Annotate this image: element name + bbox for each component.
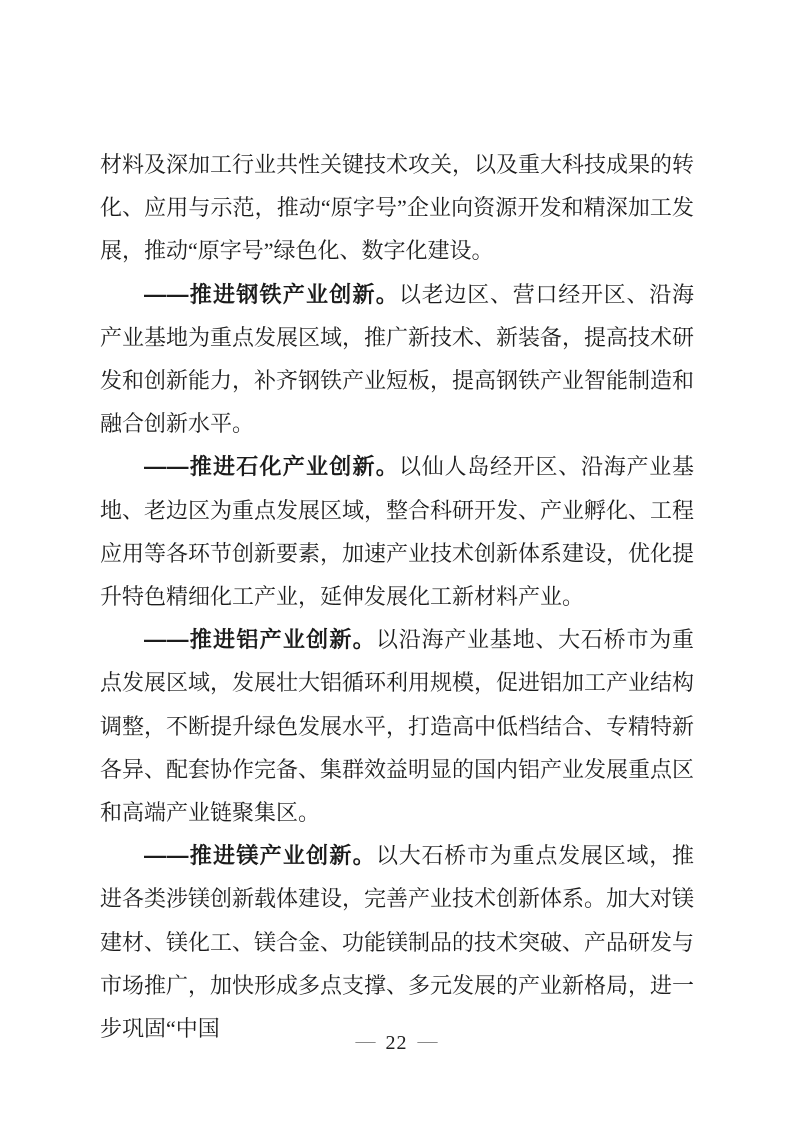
page-footer xyxy=(0,1030,793,1056)
paragraph-petrochemical-industry xyxy=(100,445,694,618)
footer-right-dash: — xyxy=(417,1030,438,1052)
paragraph-lead: ——推进石化产业创新。 xyxy=(144,454,399,480)
document-body xyxy=(100,143,694,1050)
paragraph-text: 以大石桥市为重点发展区域，推进各类涉镁创新载体建设，完善产业技术创新体系。加大对镁建材、镁化工、镁合金、功能镁制品的技术突破、产品研发与市场推广，加快形成多点支撑、多元发展的产业新格局，进一步巩固“中国 xyxy=(100,843,695,1042)
paragraph-lead: ——推进镁产业创新。 xyxy=(144,843,376,869)
page-number: 22 xyxy=(385,1032,408,1054)
paragraph-steel-industry xyxy=(100,273,694,446)
paragraph-text: 以沿海产业基地、大石桥市为重点发展区域，发展壮大铝循环利用规模，促进铝加工产业结构调整，不断提升绿色发展水平，打造高中低档结合、专精特新各异、配套协作完备、集群效益明显的国内铝产业发展重点区和高端产业链聚集区。 xyxy=(100,627,695,826)
footer-left-dash: — xyxy=(355,1030,376,1052)
paragraph-text: 以仙人岛经开区、沿海产业基地、老边区为重点发展区域，整合科研开发、产业孵化、工程应用等各环节创新要素，加速产业技术创新体系建设，优化提升特色精细化工产业，延伸发展化工新材料产业。 xyxy=(100,454,695,610)
paragraph-text: 材料及深加工行业共性关键技术攻关，以及重大科技成果的转化、应用与示范，推动“原字号”企业向资源开发和精深加工发展，推动“原字号”绿色化、数字化建设。 xyxy=(100,152,695,264)
paragraph-lead: ——推进钢铁产业创新。 xyxy=(144,281,399,307)
paragraph-aluminum-industry xyxy=(100,618,694,834)
paragraph-text: 以老边区、营口经开区、沿海产业基地为重点发展区域，推广新技术、新装备，提高技术研发和创新能力，补齐钢铁产业短板，提高钢铁产业智能制造和融合创新水平。 xyxy=(100,281,695,437)
paragraph-magnesium-industry xyxy=(100,834,694,1050)
paragraph-lead: ——推进铝产业创新。 xyxy=(144,627,376,653)
paragraph-continuation xyxy=(100,143,694,273)
